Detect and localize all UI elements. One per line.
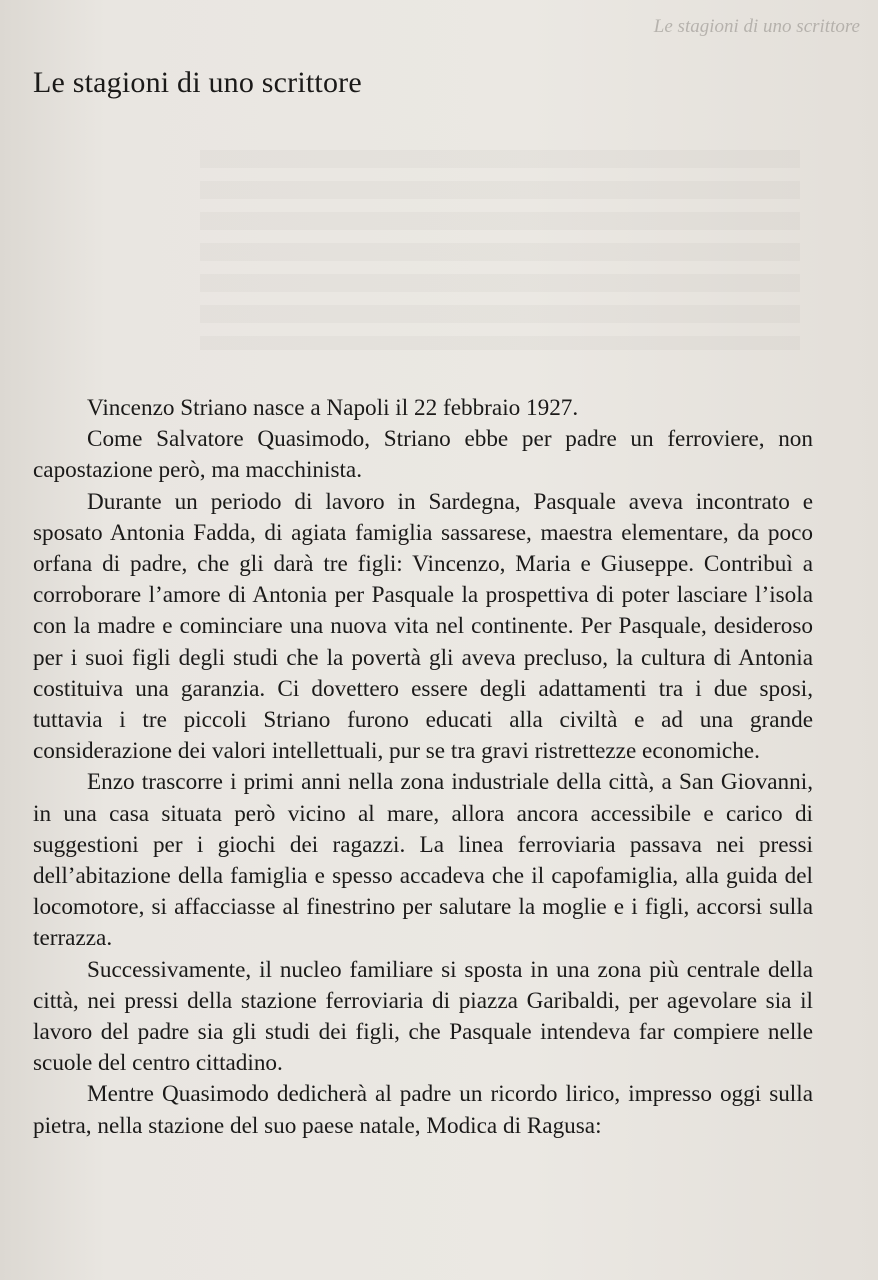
running-header: Le stagioni di uno scrittore [653,16,860,37]
paragraph: Successivamente, il nucleo familiare si sposta in una zona più centrale della città, nei pressi della stazione ferroviaria di piazza Garibaldi, per agevolare sia il lavoro del padre sia gli studi dei figli, che Pasquale intendeva far compiere nelle scuole del centro cittadino. [33,956,813,1077]
paragraph: Mentre Quasimodo dedicherà al padre un ricordo lirico, impresso oggi sulla pietra, nella stazione del suo paese natale, Modica di Ragusa: [33,1081,813,1139]
chapter-title: Le stagioni di uno scrittore [33,66,362,99]
show-through-text [200,150,800,350]
paragraph: Come Salvatore Quasimodo, Striano ebbe per padre un ferroviere, non capostazione però, ma macchinista. [33,426,813,484]
body-text [33,393,813,1142]
paragraph: Enzo trascorre i primi anni nella zona industriale della città, a San Giovanni, in una casa situata però vicino al mare, allora ancora accessibile e carico di suggestioni per i giochi dei ragazzi. La linea ferroviaria passava nei pressi dell’abitazione della famiglia e spesso accadeva che il capofamiglia, alla guida del locomotore, si affacciasse al finestrino per salutare la moglie e i figli, accorsi sulla terrazza. [33,769,813,952]
paragraph: Durante un periodo di lavoro in Sardegna, Pasquale aveva incontrato e sposato Antonia Fadda, di agiata famiglia sassarese, maestra elementare, da poco orfana di padre, che gli darà tre figli: Vincenzo, Maria e Giuseppe. Contribuì a corroborare l’amore di Antonia per Pasquale la prospettiva di poter lasciare l’isola con la madre e cominciare una nuova vita nel continente. Per Pasquale, desideroso per i suoi figli degli studi che la povertà gli aveva precluso, la cultura di Antonia costituiva una garanzia. Ci dovettero essere degli adattamenti tra i due sposi, tuttavia i tre piccoli Striano furono educati alla civiltà e ad una grande considerazione dei valori intellettuali, pur se tra gravi ristrettezze economiche. [33,488,813,765]
paragraph: Vincenzo Striano nasce a Napoli il 22 febbraio 1927. [87,395,579,421]
